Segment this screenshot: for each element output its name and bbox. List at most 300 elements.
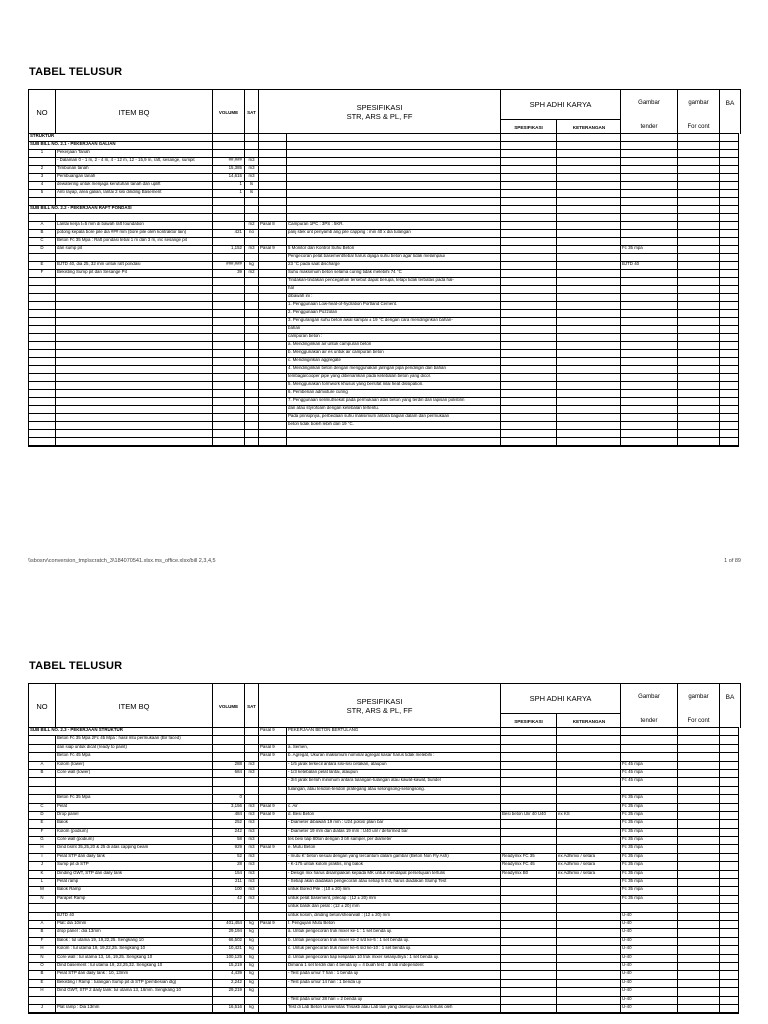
cell-sph (501, 980, 557, 987)
cell-vol (213, 745, 245, 752)
cell-pasal: Pasal 9 (259, 921, 287, 928)
cell-spec: untuk kolom, dinding beton/shearwall : (12 ± 20) mm (287, 913, 501, 920)
cell-ket (557, 963, 621, 970)
table-row (29, 358, 738, 366)
cell-no: E (29, 820, 56, 827)
table-row (29, 946, 738, 954)
cell-sat: m3 (245, 837, 259, 844)
cell-vol: 14,615 (213, 174, 245, 181)
cell-ba (720, 246, 740, 253)
cell-ba (720, 804, 740, 811)
cell-no: H (29, 946, 56, 953)
page1-table-header (28, 89, 741, 134)
cell-spec: Test di Lab Beton Universitas Trisakti atau Lab lain yang disetujui secara tertulis oleh (287, 1005, 501, 1012)
cell-gc (678, 430, 720, 437)
cell-no: B (29, 971, 56, 978)
cell-vol: 4,439 (213, 971, 245, 978)
cell-no (29, 158, 56, 165)
cell-item (56, 302, 213, 309)
cell-sat: kg (245, 963, 259, 970)
cell-sph (501, 198, 557, 205)
cell-sph (501, 302, 557, 309)
cell-item (56, 318, 213, 325)
cell-spec: dibawah ini : (287, 294, 501, 301)
table-row (29, 294, 738, 302)
cell-ba (720, 736, 740, 743)
cell-vol: 421 (213, 230, 245, 237)
cell-gc (678, 342, 720, 349)
cell-sat: kg (245, 988, 259, 995)
cell-sat: m2 (245, 222, 259, 229)
cell-sat (245, 382, 259, 389)
table-row (29, 286, 738, 294)
cell-no: F (29, 270, 56, 277)
table-row (29, 198, 738, 206)
cell-pasal (259, 879, 287, 886)
cell-gc (678, 980, 720, 987)
cell-ket (557, 318, 621, 325)
cell-gc (678, 887, 720, 894)
cell-no: J (29, 862, 56, 869)
cell-no: H (29, 988, 56, 995)
cell-spec: 2. Penggunaan Pozzolan (287, 310, 501, 317)
cell-gc (678, 787, 720, 794)
cell-no: N (29, 896, 56, 903)
cell-item (56, 904, 213, 911)
cell-gt: Fc 35 mpa (621, 871, 678, 878)
cell-gc (678, 390, 720, 397)
table-row (29, 1005, 738, 1013)
cell-ba (720, 150, 740, 157)
cell-spec (287, 174, 501, 181)
cell-sph (501, 887, 557, 894)
cell-item (56, 334, 213, 341)
cell-gc (678, 1005, 720, 1012)
cell-no (29, 214, 56, 221)
cell-sph (501, 294, 557, 301)
cell-spec: 7. Penggunaan selimut/sekat pada permukaan atas beton yang terdiri dari lapisan polistirin (287, 398, 501, 405)
table-row (29, 812, 738, 820)
cell-sat: ls (245, 190, 259, 197)
cell-spec: a. Untuk pengecoran truk mixer ke-1 : 1 set benda uji. (287, 929, 501, 936)
table-row (29, 795, 738, 803)
cell-item: Anti rayap, area galian, lantai 2 sisi dinding Basement (56, 190, 213, 197)
cell-vol (213, 398, 245, 405)
cell-vol (213, 374, 245, 381)
cell-ket: ex KS (557, 812, 621, 819)
cell-gc (678, 238, 720, 245)
cell-ket (557, 326, 621, 333)
cell-sph (501, 438, 557, 445)
cell-spec: - 1/5 jarak terkecil antara sisi-sisi cetakan, ataupun (287, 762, 501, 769)
cell-no: I (29, 854, 56, 861)
cell-ba (720, 753, 740, 760)
table-row (29, 921, 738, 929)
table-row (29, 887, 738, 895)
cell-sat: kg (245, 955, 259, 962)
cell-ket (557, 837, 621, 844)
cell-sph (501, 904, 557, 911)
cell-no: A (29, 921, 56, 928)
cell-ba (720, 820, 740, 827)
cell-vol: 29,219 (213, 988, 245, 995)
cell-gt (621, 238, 678, 245)
cell-pasal (259, 929, 287, 936)
cell-gt: Fc 35 mpa (621, 879, 678, 886)
header-for-cont-label: For cont (687, 718, 710, 724)
cell-sat (245, 374, 259, 381)
cell-gc (678, 795, 720, 802)
cell-item (56, 358, 213, 365)
cell-item: Beton Fc 35 Mpa : Raft pondasi tebal 1 m dan 3 m, inc sesange pit (56, 238, 213, 245)
cell-item: Dind basement : tul utama 19, 22,25,32. Sengkang 10 (56, 963, 213, 970)
cell-item: potong kepala bore pile dia ### mm (bore pile oleh kontraktor lain) (56, 230, 213, 237)
cell-gc (678, 190, 720, 197)
cell-item (56, 374, 213, 381)
cell-ba (720, 829, 740, 836)
table-row (29, 837, 738, 845)
table-row (29, 736, 738, 744)
cell-sat (245, 254, 259, 261)
cell-ket (557, 778, 621, 785)
cell-sat (245, 366, 259, 373)
cell-ket (557, 820, 621, 827)
cell-sph (501, 254, 557, 261)
table-row (29, 770, 738, 778)
cell-sat (245, 286, 259, 293)
cell-gc (678, 326, 720, 333)
cell-pasal (259, 318, 287, 325)
cell-ket (557, 374, 621, 381)
table-row (29, 150, 738, 158)
cell-gt (621, 904, 678, 911)
cell-spec: 6. Pemberian admixture curing (287, 390, 501, 397)
cell-pasal (259, 382, 287, 389)
cell-gc (678, 222, 720, 229)
table-row (29, 142, 738, 150)
cell-pasal (259, 1005, 287, 1012)
cell-sat (245, 438, 259, 445)
cell-spec (287, 438, 501, 445)
cell-sat (245, 753, 259, 760)
cell-sph (501, 896, 557, 903)
cell-pasal (259, 134, 287, 141)
cell-item: Dind GWT, STP 2 daily tank: tul utama 13, 16mm. Sengkang 10 (56, 988, 213, 995)
header-gambar-tender (621, 90, 678, 134)
cell-gt: Fc 35 mpa (621, 812, 678, 819)
cell-ket (557, 804, 621, 811)
cell-item: Kolom (podium) (56, 829, 213, 836)
cell-ba (720, 762, 740, 769)
cell-gt: U-40 (621, 971, 678, 978)
cell-item: BJTD 40 (56, 913, 213, 920)
cell-spec: c. Untuk pengecoran truk mixer ke-6 s/d ke-10 : 1 set benda uji. (287, 946, 501, 953)
cell-no (29, 326, 56, 333)
cell-sph (501, 182, 557, 189)
cell-sph (501, 142, 557, 149)
cell-vol: ###,### (213, 262, 245, 269)
cell-sph (501, 134, 557, 141)
page2-table-body (28, 727, 739, 1014)
cell-gc (678, 845, 720, 852)
header-spesifikasi-line2: STR, ARS & PL, FF (346, 706, 413, 715)
cell-ba (720, 358, 740, 365)
cell-pasal (259, 142, 287, 149)
header-spesifikasi (259, 684, 501, 728)
cell-item: - Dalaman 0 - 1 m, 2 - 4 m, 4 - 12 m, 12 - 15,9 m, raft, sesange, sumpit (56, 158, 213, 165)
cell-vol (213, 422, 245, 429)
cell-ba (720, 795, 740, 802)
cell-sph (501, 382, 557, 389)
cell-ket (557, 302, 621, 309)
cell-vol: 242 (213, 829, 245, 836)
cell-sat: m3 (245, 166, 259, 173)
cell-ket (557, 1005, 621, 1012)
cell-gt (621, 728, 678, 735)
cell-ba (720, 342, 740, 349)
cell-sat: m2 (245, 270, 259, 277)
cell-ket (557, 753, 621, 760)
cell-ket (557, 887, 621, 894)
cell-sph (501, 206, 557, 213)
cell-sat (245, 310, 259, 317)
cell-spec: 23 °C pada saat discharge (287, 262, 501, 269)
cell-ba (720, 374, 740, 381)
cell-ket (557, 929, 621, 936)
cell-no (29, 310, 56, 317)
cell-gt (621, 406, 678, 413)
cell-vol (213, 753, 245, 760)
table-row (29, 238, 738, 246)
cell-no (29, 745, 56, 752)
header-sph-adhi-karya (501, 684, 621, 728)
cell-ket (557, 270, 621, 277)
cell-item: Drop panel (56, 812, 213, 819)
cell-no (29, 366, 56, 373)
cell-gt: Fc 35 mpa (621, 820, 678, 827)
cell-spec (287, 795, 501, 802)
table-row (29, 166, 738, 174)
cell-sat (245, 302, 259, 309)
cell-ba (720, 366, 740, 373)
cell-pasal (259, 438, 287, 445)
cell-sat (245, 430, 259, 437)
table-row (29, 845, 738, 853)
cell-ba (720, 334, 740, 341)
cell-sat (245, 350, 259, 357)
cell-pasal (259, 837, 287, 844)
cell-sph (501, 778, 557, 785)
cell-ket (557, 166, 621, 173)
cell-vol (213, 904, 245, 911)
cell-item (56, 198, 213, 205)
table-row (29, 182, 738, 190)
header-spesifikasi (259, 90, 501, 134)
cell-ba (720, 980, 740, 987)
cell-sat: m3 (245, 246, 259, 253)
cell-ket (557, 382, 621, 389)
cell-gt: Fc 35 mpa (621, 887, 678, 894)
cell-pasal: Pasal 9 (259, 728, 287, 735)
cell-pasal (259, 294, 287, 301)
cell-gt (621, 382, 678, 389)
cell-sph: Readymix FC 35 (501, 854, 557, 861)
table-row (29, 158, 738, 166)
cell-item: Parapet Ramp (56, 896, 213, 903)
cell-gt: BJTD 40 (621, 262, 678, 269)
cell-ba (720, 871, 740, 878)
table-row (29, 745, 738, 753)
cell-item: Bekisting / Ramp : tulangan Sump pit di STP (pembesian dlg) (56, 980, 213, 987)
cell-sph (501, 795, 557, 802)
cell-ket (557, 913, 621, 920)
cell-ba (720, 398, 740, 405)
cell-sph (501, 414, 557, 421)
cell-sph (501, 753, 557, 760)
cell-pasal (259, 262, 287, 269)
table-row (29, 398, 738, 406)
cell-no (29, 398, 56, 405)
cell-sat: m3 (245, 862, 259, 869)
cell-sph (501, 222, 557, 229)
cell-gc (678, 946, 720, 953)
cell-no: L (29, 879, 56, 886)
cell-ba (720, 988, 740, 995)
table-row (29, 762, 738, 770)
cell-gc (678, 921, 720, 928)
cell-sat (245, 904, 259, 911)
cell-ket (557, 879, 621, 886)
cell-vol: 66,502 (213, 938, 245, 945)
cell-ket (557, 358, 621, 365)
cell-ket (557, 334, 621, 341)
cell-item (56, 430, 213, 437)
cell-item (56, 214, 213, 221)
cell-sph (501, 1005, 557, 1012)
cell-ket (557, 787, 621, 794)
cell-gt (621, 134, 678, 141)
cell-item: Pembuangan tanah (56, 174, 213, 181)
cell-no (29, 374, 56, 381)
table-row (29, 366, 738, 374)
header-sph-adhi-karya (501, 90, 621, 134)
cell-ba (720, 430, 740, 437)
cell-spec: a. Mendinginkan air untuk campuran beton (287, 342, 501, 349)
cell-sat: m3 (245, 896, 259, 903)
cell-pasal (259, 350, 287, 357)
cell-ba (720, 214, 740, 221)
cell-pasal: Pasal 9 (259, 845, 287, 852)
cell-sph (501, 342, 557, 349)
cell-spec: c. Mendinginkan aggregate (287, 358, 501, 365)
cell-pasal (259, 150, 287, 157)
cell-gt (621, 318, 678, 325)
cell-gt (621, 302, 678, 309)
cell-pasal (259, 310, 287, 317)
cell-gc (678, 438, 720, 445)
cell-item: Plat ramp : Dia 13mm (56, 1005, 213, 1012)
cell-ba (720, 326, 740, 333)
cell-pasal (259, 422, 287, 429)
cell-gc (678, 278, 720, 285)
cell-no: N (29, 955, 56, 962)
cell-sat: m3 (245, 770, 259, 777)
cell-ket (557, 174, 621, 181)
cell-vol (213, 787, 245, 794)
cell-ket (557, 262, 621, 269)
cell-ba (720, 222, 740, 229)
cell-no (29, 342, 56, 349)
cell-ket (557, 745, 621, 752)
cell-item: Balok : tul utama 19, 19,22,25. Sengkang 10 (56, 938, 213, 945)
header-ba: BA (725, 100, 735, 107)
table-row (29, 350, 738, 358)
cell-spec: - Setiap akan diadakan pengecoran atau setiap 5 m3, harus diadakan Slump Test (287, 879, 501, 886)
cell-gc (678, 302, 720, 309)
cell-spec: b. Menggunakan air es untuk air campuran beton (287, 350, 501, 357)
cell-ket (557, 438, 621, 445)
cell-gc (678, 374, 720, 381)
cell-item (56, 382, 213, 389)
cell-vol (213, 342, 245, 349)
cell-sph (501, 398, 557, 405)
cell-gt: Fc 45 mpa (621, 770, 678, 777)
cell-sat: m3 (245, 887, 259, 894)
cell-gt (621, 150, 678, 157)
cell-pasal (259, 182, 287, 189)
cell-sat (245, 358, 259, 365)
cell-ket (557, 134, 621, 141)
cell-sph (501, 286, 557, 293)
cell-item: drop panel : dia 13mm (56, 929, 213, 936)
cell-spec (287, 182, 501, 189)
cell-no (29, 294, 56, 301)
cell-gt (621, 182, 678, 189)
cell-vol: 52 (213, 854, 245, 861)
cell-item: Bekisting Sump pit dan Sesange Pit (56, 270, 213, 277)
cell-gt (621, 366, 678, 373)
cell-spec (287, 150, 501, 157)
cell-pasal (259, 971, 287, 978)
cell-gc (678, 358, 720, 365)
cell-sph (501, 238, 557, 245)
cell-item (56, 438, 213, 445)
cell-ket (557, 845, 621, 852)
cell-item (56, 286, 213, 293)
cell-sat (245, 778, 259, 785)
cell-ket (557, 222, 621, 229)
cell-no: 4 (29, 182, 56, 189)
page2-title: TABEL TELUSUR (29, 660, 123, 672)
cell-vol (213, 254, 245, 261)
cell-item: Dind bsmt 35,25,20 & 25 di atas capping beam (56, 845, 213, 852)
cell-spec (287, 736, 501, 743)
table-row (29, 778, 738, 786)
cell-gc (678, 896, 720, 903)
cell-gt: U-40 (621, 955, 678, 962)
cell-ba (720, 778, 740, 785)
cell-gt: Fc 35 mpa (621, 246, 678, 253)
cell-sat (245, 390, 259, 397)
cell-vol (213, 778, 245, 785)
cell-gt (621, 254, 678, 261)
cell-ket (557, 904, 621, 911)
cell-item: Core wall (podium) (56, 837, 213, 844)
table-row (29, 963, 738, 971)
cell-gc (678, 262, 720, 269)
cell-gc (678, 350, 720, 357)
cell-vol: 58 (213, 837, 245, 844)
